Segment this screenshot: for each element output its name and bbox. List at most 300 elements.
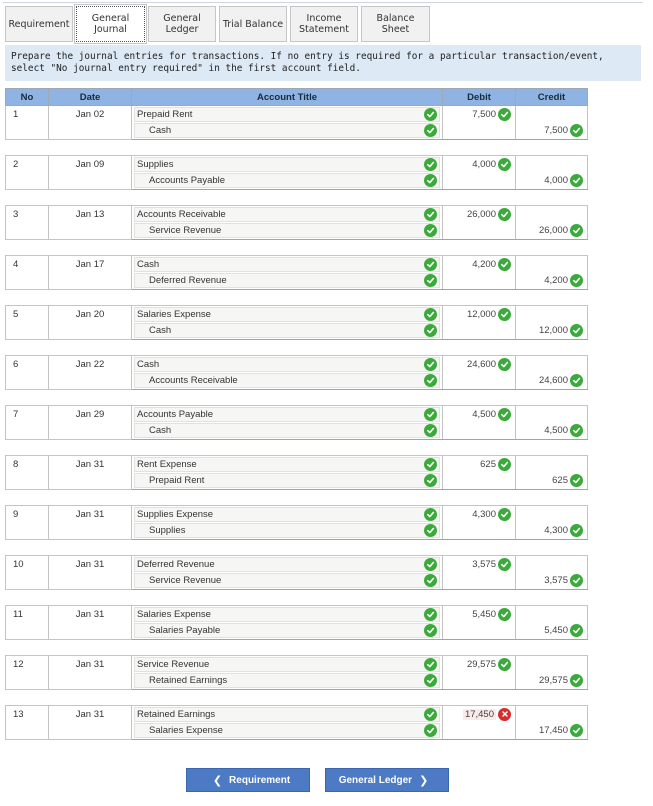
spacer-cell — [132, 190, 443, 206]
spacer-cell — [6, 340, 49, 356]
spacer-cell — [132, 290, 443, 306]
debit-amount-input[interactable] — [445, 657, 513, 672]
spacer-cell — [443, 490, 516, 506]
spacer-cell — [49, 540, 132, 556]
credit-account-select[interactable] — [134, 223, 440, 238]
check-circle-icon — [424, 174, 437, 187]
spacer-cell — [443, 140, 516, 156]
debit-account-select[interactable] — [134, 257, 440, 272]
credit-cell — [516, 273, 588, 290]
entry-date: Jan 31 — [49, 456, 132, 473]
account-name: Accounts Payable — [149, 175, 226, 187]
table-row — [6, 206, 588, 223]
debit-amount: 4,200 — [472, 258, 496, 270]
check-circle-icon — [424, 208, 437, 221]
table-row — [6, 473, 588, 490]
debit-amount: 26,000 — [466, 208, 496, 220]
check-circle-icon — [498, 358, 511, 371]
account-name: Prepaid Rent — [149, 475, 205, 487]
credit-cell — [516, 423, 588, 440]
debit-amount-input[interactable] — [445, 407, 513, 422]
debit-account-select[interactable] — [134, 557, 440, 572]
row-spacer — [6, 690, 588, 706]
check-circle-icon — [424, 424, 437, 437]
tab-general-journal[interactable] — [76, 6, 145, 42]
check-circle-icon — [498, 658, 511, 671]
check-circle-icon — [498, 558, 511, 571]
debit-amount-input[interactable] — [445, 107, 513, 122]
spacer-cell — [443, 190, 516, 206]
check-circle-icon — [424, 324, 437, 337]
check-circle-icon — [424, 608, 437, 621]
debit-cell — [443, 306, 516, 323]
check-circle-icon — [498, 308, 511, 321]
tab-label: Income Statement — [299, 13, 349, 35]
spacer-cell — [49, 290, 132, 306]
debit-cell — [443, 323, 516, 340]
tab-label: Trial Balance — [222, 18, 284, 30]
credit-account-cell — [132, 273, 443, 290]
credit-account-select[interactable] — [134, 273, 440, 288]
check-circle-icon — [570, 274, 583, 287]
account-name: Cash — [137, 358, 160, 370]
next-general-ledger-button[interactable] — [325, 768, 449, 792]
credit-amount-input[interactable] — [518, 473, 585, 488]
entry-date: Jan 31 — [49, 706, 132, 723]
journal-table — [5, 88, 588, 740]
col-account-header: Account Title — [132, 89, 443, 106]
entry-number: 11 — [6, 606, 49, 623]
spacer-cell — [6, 140, 49, 156]
entry-date-empty — [49, 523, 132, 540]
spacer-cell — [49, 490, 132, 506]
debit-cell — [443, 623, 516, 640]
row-spacer — [6, 640, 588, 656]
entry-number-empty — [6, 223, 49, 240]
spacer-cell — [6, 490, 49, 506]
entry-date: Jan 29 — [49, 406, 132, 423]
tab-income-statement[interactable] — [290, 6, 358, 42]
credit-amount-input[interactable] — [518, 123, 585, 138]
credit-cell — [516, 306, 588, 323]
col-credit-header: Credit — [516, 89, 588, 106]
spacer-cell — [132, 340, 443, 356]
table-row — [6, 456, 588, 473]
check-circle-icon — [498, 408, 511, 421]
debit-account-cell — [132, 556, 443, 573]
debit-account-cell — [132, 206, 443, 223]
spacer-cell — [516, 290, 588, 306]
entry-date: Jan 20 — [49, 306, 132, 323]
check-circle-icon — [424, 224, 437, 237]
entry-date: Jan 31 — [49, 656, 132, 673]
entry-number: 13 — [6, 706, 49, 723]
credit-account-cell — [132, 423, 443, 440]
debit-amount: 24,600 — [466, 358, 496, 370]
entry-number-empty — [6, 323, 49, 340]
table-row — [6, 356, 588, 373]
credit-cell — [516, 606, 588, 623]
credit-account-select[interactable] — [134, 323, 440, 338]
credit-cell — [516, 373, 588, 390]
credit-amount: 29,575 — [538, 675, 568, 687]
tab-requirement[interactable] — [5, 6, 73, 42]
entry-number: 10 — [6, 556, 49, 573]
tab-label: Requirement — [8, 18, 70, 30]
account-name: Rent Expense — [137, 458, 197, 470]
check-circle-icon — [498, 458, 511, 471]
credit-account-cell — [132, 223, 443, 240]
account-name: Supplies — [137, 158, 174, 170]
credit-account-cell — [132, 173, 443, 190]
top-divider — [3, 2, 643, 3]
table-row — [6, 573, 588, 590]
credit-amount-input[interactable] — [518, 523, 585, 538]
debit-account-select[interactable] — [134, 607, 440, 622]
entry-date-empty — [49, 423, 132, 440]
entry-date: Jan 22 — [49, 356, 132, 373]
next-button-label: General Ledger — [338, 774, 413, 786]
debit-amount-input[interactable] — [445, 607, 513, 622]
credit-account-select[interactable] — [134, 673, 440, 688]
table-row — [6, 673, 588, 690]
check-circle-icon — [570, 674, 583, 687]
spacer-cell — [6, 290, 49, 306]
credit-amount: 4,200 — [544, 275, 568, 287]
credit-cell — [516, 723, 588, 740]
debit-amount-input[interactable] — [445, 257, 513, 272]
credit-amount: 3,575 — [544, 575, 568, 587]
spacer-cell — [49, 390, 132, 406]
account-name: Supplies — [149, 525, 186, 537]
check-circle-icon — [498, 158, 511, 171]
spacer-cell — [516, 490, 588, 506]
spacer-cell — [49, 690, 132, 706]
row-spacer — [6, 590, 588, 606]
credit-amount-input[interactable] — [518, 673, 585, 688]
credit-amount-input[interactable] — [518, 423, 585, 438]
tab-label: General Ledger — [163, 13, 201, 35]
credit-amount-input[interactable] — [518, 623, 585, 638]
entry-number: 5 — [6, 306, 49, 323]
credit-cell — [516, 523, 588, 540]
credit-cell — [516, 223, 588, 240]
check-circle-icon — [424, 124, 437, 137]
tab-general-ledger[interactable] — [148, 6, 216, 42]
entry-number-empty — [6, 373, 49, 390]
credit-cell — [516, 706, 588, 723]
debit-account-cell — [132, 106, 443, 123]
journal-body — [6, 106, 588, 740]
entry-date-empty — [49, 323, 132, 340]
account-name: Cash — [137, 258, 160, 270]
table-row — [6, 256, 588, 273]
debit-cell — [443, 523, 516, 540]
debit-cell — [443, 656, 516, 673]
spacer-cell — [6, 240, 49, 256]
credit-account-select[interactable] — [134, 723, 440, 738]
spacer-cell — [443, 640, 516, 656]
check-circle-icon — [570, 624, 583, 637]
row-spacer — [6, 140, 588, 156]
credit-cell — [516, 123, 588, 140]
spacer-cell — [49, 140, 132, 156]
credit-amount: 7,500 — [544, 125, 568, 137]
entry-date-empty — [49, 573, 132, 590]
credit-cell — [516, 156, 588, 173]
debit-amount-input[interactable] — [445, 507, 513, 522]
spacer-cell — [443, 540, 516, 556]
debit-amount-input[interactable] — [445, 157, 513, 172]
table-row — [6, 423, 588, 440]
entry-number: 1 — [6, 106, 49, 123]
spacer-cell — [516, 140, 588, 156]
entry-date: Jan 13 — [49, 206, 132, 223]
credit-amount: 24,600 — [538, 375, 568, 387]
spacer-cell — [516, 340, 588, 356]
debit-account-select[interactable] — [134, 507, 440, 522]
credit-amount: 4,300 — [544, 525, 568, 537]
spacer-cell — [516, 440, 588, 456]
check-circle-icon — [424, 474, 437, 487]
check-circle-icon — [570, 174, 583, 187]
debit-cell — [443, 273, 516, 290]
table-row — [6, 623, 588, 640]
entry-date: Jan 09 — [49, 156, 132, 173]
credit-cell — [516, 473, 588, 490]
debit-account-select[interactable] — [134, 207, 440, 222]
table-header — [6, 89, 588, 106]
entry-date-empty — [49, 623, 132, 640]
prev-requirement-button[interactable] — [186, 768, 310, 792]
debit-cell — [443, 706, 516, 723]
account-name: Prepaid Rent — [137, 108, 193, 120]
spacer-cell — [49, 640, 132, 656]
account-name: Salaries Expense — [137, 308, 211, 320]
debit-account-cell — [132, 406, 443, 423]
debit-cell — [443, 106, 516, 123]
debit-account-select[interactable] — [134, 107, 440, 122]
credit-account-select[interactable] — [134, 573, 440, 588]
account-name: Cash — [149, 425, 172, 437]
debit-account-cell — [132, 706, 443, 723]
account-name: Supplies Expense — [137, 508, 214, 520]
spacer-cell — [443, 690, 516, 706]
credit-account-cell — [132, 123, 443, 140]
debit-amount: 7,500 — [472, 108, 496, 120]
spacer-cell — [516, 240, 588, 256]
account-name: Service Revenue — [149, 225, 222, 237]
debit-amount-input[interactable] — [445, 357, 513, 372]
debit-amount: 625 — [480, 458, 496, 470]
spacer-cell — [132, 540, 443, 556]
debit-amount: 29,575 — [466, 658, 496, 670]
debit-cell — [443, 573, 516, 590]
entry-date: Jan 31 — [49, 556, 132, 573]
debit-cell — [443, 206, 516, 223]
spacer-cell — [49, 440, 132, 456]
x-circle-icon — [498, 708, 511, 721]
debit-amount: 4,500 — [472, 408, 496, 420]
credit-amount-input[interactable] — [518, 223, 585, 238]
entry-number: 12 — [6, 656, 49, 673]
credit-cell — [516, 456, 588, 473]
debit-amount: 17,450 — [464, 708, 494, 720]
debit-amount-input[interactable] — [445, 707, 513, 722]
debit-account-select[interactable] — [134, 407, 440, 422]
entry-number-empty — [6, 173, 49, 190]
debit-cell — [443, 156, 516, 173]
tab-bar — [5, 6, 433, 43]
spacer-cell — [6, 690, 49, 706]
entry-number-empty — [6, 723, 49, 740]
table-row — [6, 273, 588, 290]
row-spacer — [6, 490, 588, 506]
spacer-cell — [443, 440, 516, 456]
credit-cell — [516, 573, 588, 590]
account-name: Cash — [149, 125, 172, 137]
spacer-cell — [132, 490, 443, 506]
debit-account-select[interactable] — [134, 707, 440, 722]
debit-account-cell — [132, 156, 443, 173]
check-circle-icon — [570, 324, 583, 337]
debit-cell — [443, 473, 516, 490]
entry-number-empty — [6, 423, 49, 440]
credit-amount-input[interactable] — [518, 573, 585, 588]
credit-amount-input[interactable] — [518, 323, 585, 338]
check-circle-icon — [424, 658, 437, 671]
credit-account-cell — [132, 373, 443, 390]
credit-amount: 5,450 — [544, 625, 568, 637]
table-row — [6, 173, 588, 190]
check-circle-icon — [424, 158, 437, 171]
check-circle-icon — [424, 458, 437, 471]
row-spacer — [6, 190, 588, 206]
col-debit-header: Debit — [443, 89, 516, 106]
tab-trial-balance[interactable] — [219, 6, 287, 42]
credit-account-select[interactable] — [134, 523, 440, 538]
check-circle-icon — [570, 124, 583, 137]
spacer-cell — [49, 240, 132, 256]
spacer-cell — [132, 140, 443, 156]
debit-account-cell — [132, 506, 443, 523]
check-circle-icon — [424, 374, 437, 387]
debit-cell — [443, 723, 516, 740]
debit-account-select[interactable] — [134, 357, 440, 372]
entry-number: 9 — [6, 506, 49, 523]
check-circle-icon — [424, 258, 437, 271]
check-circle-icon — [498, 108, 511, 121]
table-row — [6, 723, 588, 740]
debit-account-select[interactable] — [134, 657, 440, 672]
debit-cell — [443, 673, 516, 690]
account-name: Deferred Revenue — [149, 275, 227, 287]
entry-number: 8 — [6, 456, 49, 473]
debit-account-select[interactable] — [134, 457, 440, 472]
col-date-header: Date — [49, 89, 132, 106]
check-circle-icon — [498, 258, 511, 271]
check-circle-icon — [424, 108, 437, 121]
spacer-cell — [516, 590, 588, 606]
account-name: Cash — [149, 325, 172, 337]
entry-date-empty — [49, 173, 132, 190]
spacer-cell — [516, 690, 588, 706]
debit-amount-input[interactable] — [445, 457, 513, 472]
credit-account-select[interactable] — [134, 423, 440, 438]
entry-number: 3 — [6, 206, 49, 223]
entry-date-empty — [49, 673, 132, 690]
credit-amount-input[interactable] — [518, 273, 585, 288]
credit-cell — [516, 506, 588, 523]
spacer-cell — [6, 540, 49, 556]
check-circle-icon — [424, 508, 437, 521]
credit-amount-input[interactable] — [518, 373, 585, 388]
credit-cell — [516, 173, 588, 190]
table-row — [6, 156, 588, 173]
debit-cell — [443, 556, 516, 573]
spacer-cell — [516, 640, 588, 656]
debit-cell — [443, 256, 516, 273]
debit-amount-input[interactable] — [445, 557, 513, 572]
credit-amount: 4,000 — [544, 175, 568, 187]
table-row — [6, 223, 588, 240]
debit-cell — [443, 123, 516, 140]
credit-cell — [516, 406, 588, 423]
entry-date: Jan 31 — [49, 506, 132, 523]
debit-amount: 3,575 — [472, 558, 496, 570]
check-circle-icon — [424, 574, 437, 587]
credit-account-select[interactable] — [134, 173, 440, 188]
spacer-cell — [132, 640, 443, 656]
credit-cell — [516, 556, 588, 573]
table-row — [6, 373, 588, 390]
entry-number: 6 — [6, 356, 49, 373]
spacer-cell — [132, 240, 443, 256]
table-row — [6, 323, 588, 340]
credit-amount-input[interactable] — [518, 723, 585, 738]
entry-date-empty — [49, 273, 132, 290]
credit-account-select[interactable] — [134, 623, 440, 638]
check-circle-icon — [570, 524, 583, 537]
credit-account-cell — [132, 573, 443, 590]
entry-date-empty — [49, 473, 132, 490]
check-circle-icon — [570, 724, 583, 737]
debit-account-select[interactable] — [134, 307, 440, 322]
credit-amount-input[interactable] — [518, 173, 585, 188]
row-spacer — [6, 390, 588, 406]
spacer-cell — [516, 390, 588, 406]
spacer-cell — [49, 340, 132, 356]
entry-number-empty — [6, 123, 49, 140]
debit-cell — [443, 423, 516, 440]
entry-number: 2 — [6, 156, 49, 173]
tab-balance-sheet[interactable] — [361, 6, 430, 42]
chevron-right-icon: ❯ — [419, 774, 429, 787]
tab-label: Balance Sheet — [376, 13, 415, 35]
credit-account-select[interactable] — [134, 123, 440, 138]
debit-account-select[interactable] — [134, 157, 440, 172]
credit-account-select[interactable] — [134, 473, 440, 488]
debit-amount-input[interactable] — [445, 207, 513, 222]
debit-amount: 5,450 — [472, 608, 496, 620]
debit-amount-input[interactable] — [445, 307, 513, 322]
debit-cell — [443, 373, 516, 390]
entry-date: Jan 31 — [49, 606, 132, 623]
entry-date: Jan 17 — [49, 256, 132, 273]
check-circle-icon — [570, 374, 583, 387]
credit-account-select[interactable] — [134, 373, 440, 388]
instructions-panel — [5, 45, 641, 81]
